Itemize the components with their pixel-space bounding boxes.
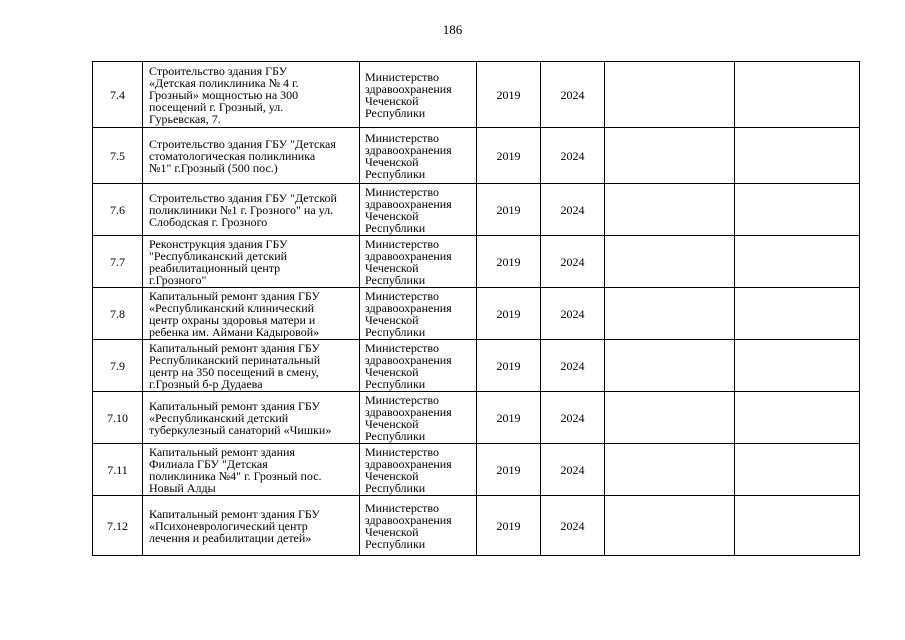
empty-cell (605, 184, 735, 236)
empty-cell (735, 62, 860, 128)
empty-cell (735, 496, 860, 556)
row-number: 7.10 (93, 392, 143, 444)
project-name: Строительство здания ГБУ "Детская стоматологическая поликлиника №1" г.Грозный (500 пос.) (143, 128, 360, 184)
row-number: 7.8 (93, 288, 143, 340)
responsible-organization: Министерство здравоохранения Чеченской Республики (360, 184, 477, 236)
end-year: 2024 (541, 444, 605, 496)
start-year: 2019 (477, 128, 541, 184)
end-year: 2024 (541, 62, 605, 128)
table-row (93, 288, 860, 340)
start-year: 2019 (477, 184, 541, 236)
project-name: Строительство здания ГБУ "Детской поликлиники №1 г. Грозного" на ул. Слободская г. Грозного (143, 184, 360, 236)
table-row (93, 184, 860, 236)
empty-cell (735, 236, 860, 288)
empty-cell (735, 444, 860, 496)
empty-cell (605, 236, 735, 288)
project-name: Капитальный ремонт здания ГБУ «Республиканский клинический центр охраны здоровья матери и ребенка им. Аймани Кадыровой» (143, 288, 360, 340)
row-number: 7.9 (93, 340, 143, 392)
end-year: 2024 (541, 496, 605, 556)
empty-cell (605, 62, 735, 128)
row-number: 7.5 (93, 128, 143, 184)
project-name: Капитальный ремонт здания Филиала ГБУ "Детская поликлиника №4" г. Грозный пос. Новый Алды (143, 444, 360, 496)
end-year: 2024 (541, 340, 605, 392)
empty-cell (605, 496, 735, 556)
row-number: 7.11 (93, 444, 143, 496)
start-year: 2019 (477, 236, 541, 288)
start-year: 2019 (477, 392, 541, 444)
table-row (93, 340, 860, 392)
empty-cell (605, 128, 735, 184)
project-name: Реконструкция здания ГБУ "Республиканский детский реабилитационный центр г.Грозного" (143, 236, 360, 288)
table-body (93, 62, 860, 556)
end-year: 2024 (541, 288, 605, 340)
program-table (92, 61, 860, 556)
responsible-organization: Министерство здравоохранения Чеченской Республики (360, 236, 477, 288)
row-number: 7.7 (93, 236, 143, 288)
project-name: Строительство здания ГБУ «Детская поликлиника № 4 г. Грозный» мощностью на 300 посещений г. Грозный, ул. Гурьевская, 7. (143, 62, 360, 128)
table-row (93, 392, 860, 444)
table-row (93, 62, 860, 128)
empty-cell (605, 340, 735, 392)
end-year: 2024 (541, 236, 605, 288)
responsible-organization: Министерство здравоохранения Чеченской Республики (360, 340, 477, 392)
responsible-organization: Министерство здравоохранения Чеченской Республики (360, 444, 477, 496)
responsible-organization: Министерство здравоохранения Чеченской Республики (360, 288, 477, 340)
empty-cell (735, 288, 860, 340)
empty-cell (735, 340, 860, 392)
table-row (93, 236, 860, 288)
project-name: Капитальный ремонт здания ГБУ «Республиканский детский туберкулезный санаторий «Чишки» (143, 392, 360, 444)
empty-cell (605, 392, 735, 444)
end-year: 2024 (541, 392, 605, 444)
empty-cell (735, 128, 860, 184)
responsible-organization: Министерство здравоохранения Чеченской Республики (360, 128, 477, 184)
project-name: Капитальный ремонт здания ГБУ Республиканский перинатальный центр на 350 посещений в смену, г.Грозный б-р Дудаева (143, 340, 360, 392)
start-year: 2019 (477, 444, 541, 496)
table-row (93, 496, 860, 556)
row-number: 7.6 (93, 184, 143, 236)
project-name: Капитальный ремонт здания ГБУ «Психоневрологический центр лечения и реабилитации детей» (143, 496, 360, 556)
start-year: 2019 (477, 496, 541, 556)
table-row (93, 444, 860, 496)
start-year: 2019 (477, 340, 541, 392)
responsible-organization: Министерство здравоохранения Чеченской Республики (360, 62, 477, 128)
end-year: 2024 (541, 184, 605, 236)
start-year: 2019 (477, 62, 541, 128)
end-year: 2024 (541, 128, 605, 184)
start-year: 2019 (477, 288, 541, 340)
empty-cell (735, 392, 860, 444)
empty-cell (605, 288, 735, 340)
table-row (93, 128, 860, 184)
page-number: 186 (442, 22, 463, 37)
row-number: 7.4 (93, 62, 143, 128)
responsible-organization: Министерство здравоохранения Чеченской Республики (360, 392, 477, 444)
row-number: 7.12 (93, 496, 143, 556)
empty-cell (605, 444, 735, 496)
empty-cell (735, 184, 860, 236)
responsible-organization: Министерство здравоохранения Чеченской Республики (360, 496, 477, 556)
